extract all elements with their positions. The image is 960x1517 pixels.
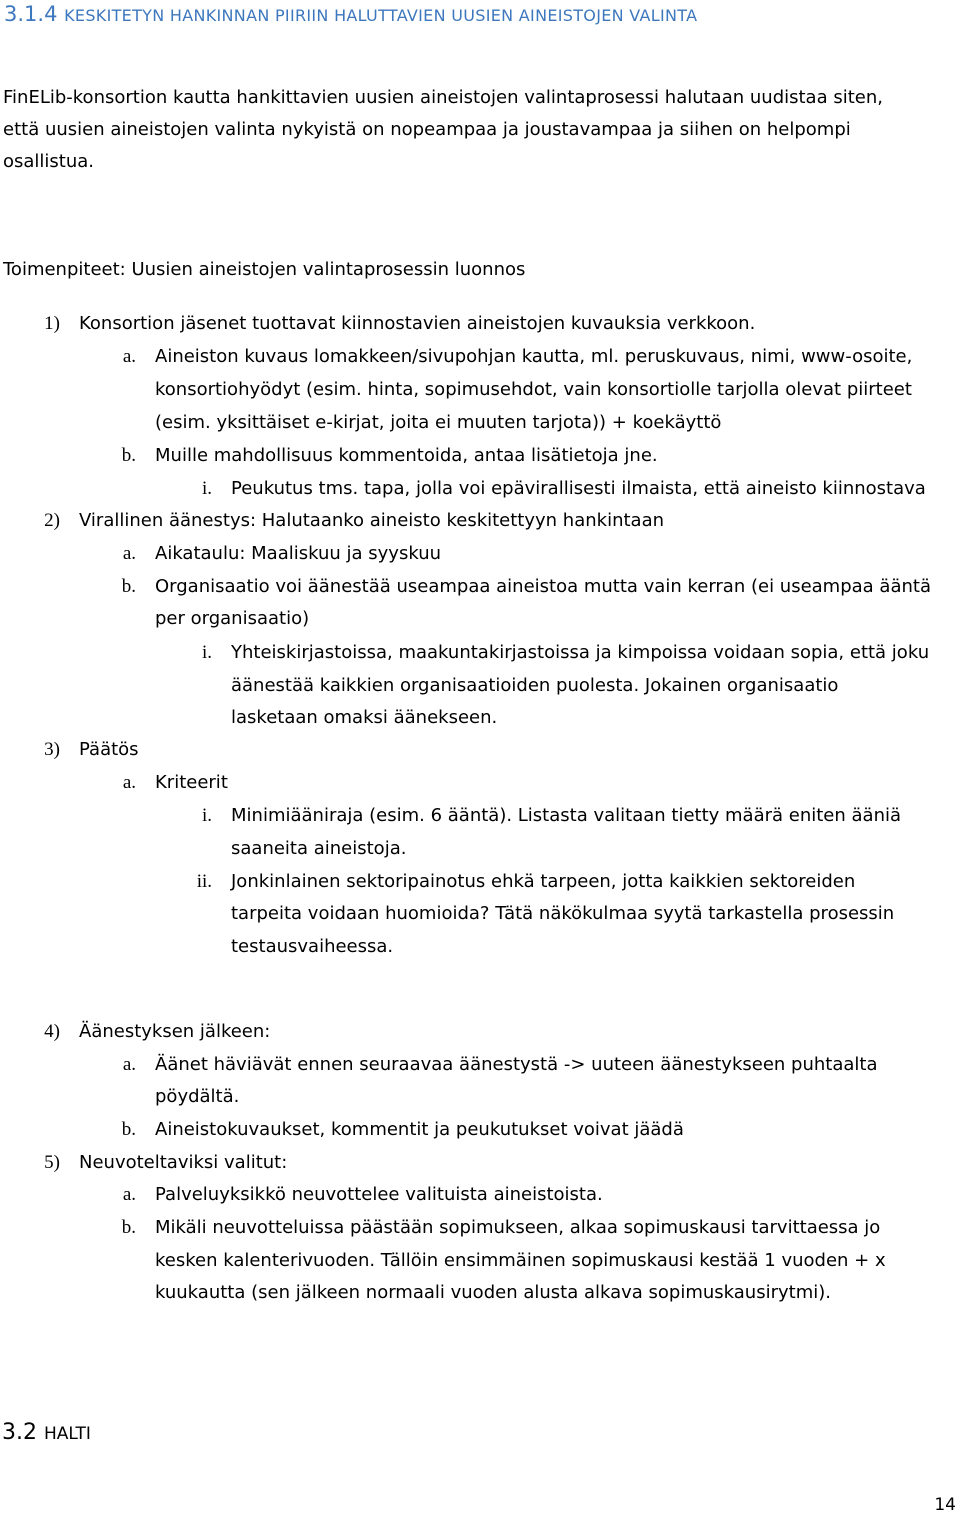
list-text: Aineistokuvaukset, kommentit ja peukutukset voivat jäädä (155, 1119, 684, 1140)
list-text: Mikäli neuvotteluissa päästään sopimukseen, alkaa sopimuskausi tarvittaessa jo (155, 1217, 881, 1238)
intro-line: osallistua. (3, 151, 95, 172)
list-text: per organisaatio) (155, 608, 310, 629)
list-text: Äänet häviävät ennen seuraavaa äänestystä -> uuteen äänestykseen puhtaalta (155, 1054, 878, 1075)
list-text: kesken kalenterivuoden. Tällöin ensimmäinen sopimuskausi kestää 1 vuoden + x (155, 1250, 886, 1271)
heading-number: 3.1.4 (4, 2, 58, 26)
list-text: Konsortion jäsenet tuottavat kiinnostavien aineistojen kuvauksia verkkoon. (79, 313, 756, 334)
list-marker: i. (201, 805, 212, 826)
section-heading-3-1-4 (4, 2, 697, 26)
intro-line: että uusien aineistojen valinta nykyistä on nopeampaa ja joustavampaa ja siihen on helpompi (3, 119, 851, 140)
list-marker: 3) (44, 739, 60, 760)
list-text: Yhteiskirjastoissa, maakuntakirjastoissa ja kimpoissa voidaan sopia, että joku (231, 642, 930, 663)
list-text: Jonkinlainen sektoripainotus ehkä tarpeen, jotta kaikkien sektoreiden (231, 871, 856, 892)
list-text: (esim. yksittäiset e-kirjat, joita ei muuten tarjota)) + koekäyttö (155, 412, 722, 433)
list-text: Minimiääniraja (esim. 6 ääntä). Listasta valitaan tietty määrä eniten ääniä (231, 805, 902, 826)
list-text: kuukautta (sen jälkeen normaali vuoden alusta alkava sopimuskausirytmi). (155, 1282, 831, 1303)
list-marker: 5) (44, 1152, 60, 1173)
list-marker: a. (122, 543, 136, 564)
list-text: saaneita aineistoja. (231, 838, 407, 859)
section-heading-3-2 (2, 1420, 91, 1445)
list-marker: b. (121, 1119, 136, 1140)
list-text: testausvaiheessa. (231, 936, 394, 957)
list-text: Aineiston kuvaus lomakkeen/sivupohjan kautta, ml. peruskuvaus, nimi, www-osoite, (155, 346, 913, 367)
list-marker: 1) (44, 313, 60, 334)
list-text: Aikataulu: Maaliskuu ja syyskuu (155, 543, 442, 564)
intro-line: FinELib-konsortion kautta hankittavien uusien aineistojen valintaprosessi halutaan uudistaa siten, (3, 87, 883, 108)
list-text: Äänestyksen jälkeen: (79, 1021, 271, 1042)
list-marker: 2) (44, 510, 60, 531)
list-marker: b. (121, 576, 136, 597)
list-text: lasketaan omaksi äänekseen. (231, 707, 498, 728)
list-text: Organisaatio voi äänestää useampaa aineistoa mutta vain kerran (ei useampaa ääntä (155, 576, 931, 597)
list-text: pöydältä. (155, 1086, 240, 1107)
list-text: Päätös (79, 739, 139, 760)
list-text: Kriteerit (155, 772, 228, 793)
heading-number: 3.2 (2, 1420, 37, 1445)
list-text: Muille mahdollisuus kommentoida, antaa lisätietoja jne. (155, 445, 658, 466)
actions-title: Toimenpiteet: Uusien aineistojen valintaprosessin luonnos (3, 259, 526, 280)
list-marker: b. (121, 445, 136, 466)
heading-title: KESKITETYN HANKINNAN PIIRIIN HALUTTAVIEN UUSIEN AINEISTOJEN VALINTA (64, 6, 698, 25)
list-text: konsortiohyödyt (esim. hinta, sopimusehdot, vain konsortiolle tarjolla olevat piirteet (155, 379, 912, 400)
list-marker: ii. (196, 871, 212, 892)
list-marker: a. (122, 346, 136, 367)
list-text: Neuvoteltaviksi valitut: (79, 1152, 288, 1173)
list-marker: a. (122, 772, 136, 793)
list-text: Peukutus tms. tapa, jolla voi epävirallisesti ilmaista, että aineisto kiinnostava (231, 478, 926, 499)
list-text: Virallinen äänestys: Halutaanko aineisto keskitettyyn hankintaan (79, 510, 665, 531)
list-marker: 4) (44, 1021, 60, 1042)
list-text: tarpeita voidaan huomioida? Tätä näkökulmaa syytä tarkastella prosessin (231, 903, 895, 924)
list-text: äänestää kaikkien organisaatioiden puolesta. Jokainen organisaatio (231, 675, 839, 696)
list-marker: a. (122, 1184, 136, 1205)
list-marker: i. (201, 642, 212, 663)
list-marker: b. (121, 1217, 136, 1238)
intro-paragraph (3, 82, 948, 178)
list-marker: a. (122, 1054, 136, 1075)
page-number: 14 (934, 1495, 956, 1515)
heading-title: HALTI (44, 1424, 91, 1444)
list-marker: i. (201, 478, 212, 499)
list-text: Palveluyksikkö neuvottelee valituista aineistoista. (155, 1184, 603, 1205)
